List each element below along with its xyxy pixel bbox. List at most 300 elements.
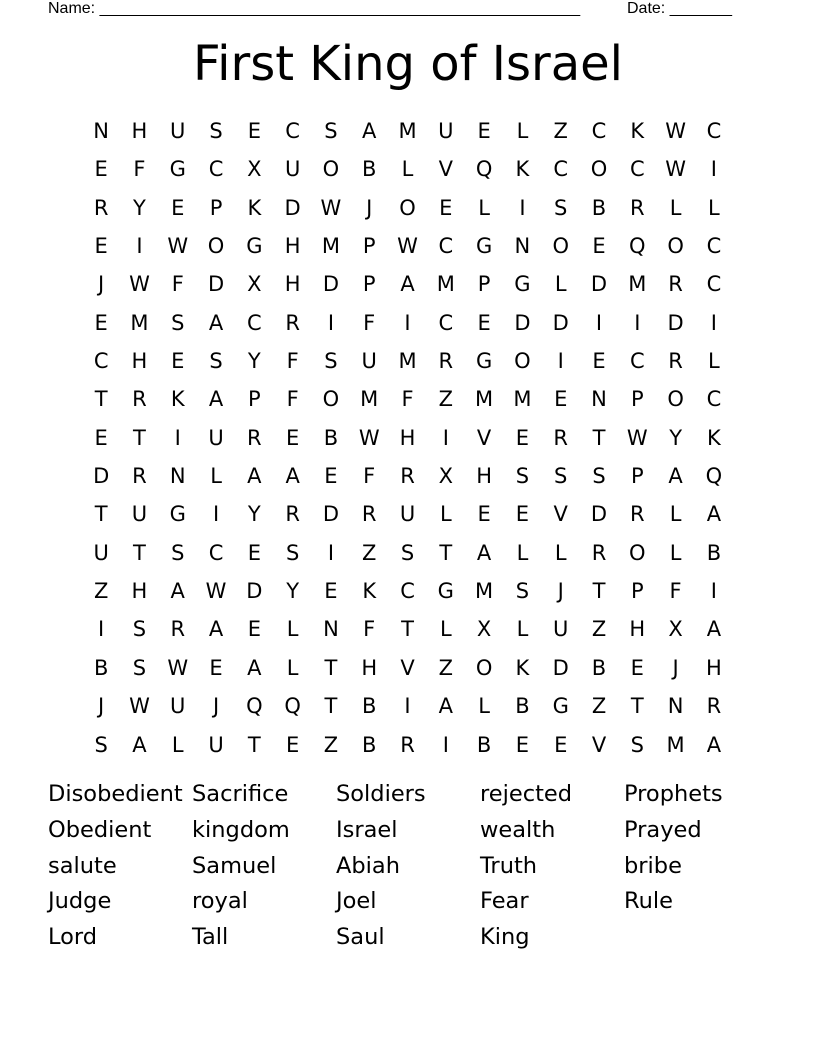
grid-letter: A <box>208 310 224 335</box>
grid-letter: O <box>514 349 531 374</box>
grid-letter: Y <box>669 425 683 450</box>
grid-row <box>82 687 733 725</box>
grid-letter: E <box>247 119 261 143</box>
grid-row <box>82 150 733 188</box>
grid-letter: E <box>477 310 491 335</box>
grid-letter: U <box>399 502 416 527</box>
grid-letter: T <box>324 655 338 680</box>
grid-letter: X <box>247 272 262 297</box>
grid-letter: H <box>131 579 148 604</box>
grid-letter: J <box>672 655 679 680</box>
grid-letter: P <box>477 272 491 297</box>
grid-letter: B <box>93 655 109 680</box>
grid-letter: L <box>171 732 184 757</box>
grid-letter: L <box>708 195 720 220</box>
grid-letter: M <box>398 349 417 374</box>
grid-letter: D <box>322 502 340 527</box>
grid-letter: A <box>438 694 453 719</box>
grid-letter: K <box>707 425 721 450</box>
word-item: Sacrifice <box>192 781 289 807</box>
grid-letter: H <box>476 464 493 489</box>
grid-letter: O <box>475 655 493 680</box>
grid-letter: W <box>167 655 189 680</box>
grid-letter: C <box>438 234 454 259</box>
grid-letter: G <box>552 694 569 719</box>
grid-letter: S <box>171 310 185 335</box>
grid-letter: L <box>669 195 682 220</box>
grid-letter: W <box>397 234 418 259</box>
grid-letter: M <box>398 119 417 143</box>
grid-letter: G <box>475 349 493 374</box>
grid-letter: R <box>668 349 683 374</box>
grid-letter: W <box>626 425 648 450</box>
grid-letter: A <box>362 119 377 143</box>
grid-letter: V <box>553 502 568 527</box>
grid-letter: A <box>285 464 300 489</box>
grid-row <box>82 189 733 227</box>
grid-letter: X <box>668 617 683 642</box>
grid-letter: W <box>129 272 150 297</box>
grid-letter: M <box>475 579 494 604</box>
word-item: Samuel <box>192 852 277 879</box>
grid-letter: R <box>668 272 683 297</box>
grid-letter: J <box>366 195 373 220</box>
word-item: wealth <box>480 816 556 843</box>
grid-row <box>82 534 733 572</box>
grid-letter: Q <box>246 694 263 719</box>
grid-row <box>82 227 733 265</box>
grid-letter: B <box>323 425 339 450</box>
grid-letter: F <box>286 387 299 412</box>
grid-letter: Z <box>362 540 377 565</box>
grid-letter: D <box>322 272 340 297</box>
grid-letter: B <box>591 195 607 220</box>
grid-row <box>82 572 733 610</box>
grid-letter: S <box>209 119 223 143</box>
grid-letter: O <box>667 387 684 412</box>
grid-letter: U <box>170 694 186 719</box>
grid-letter: R <box>400 464 415 489</box>
word-item: Saul <box>336 924 385 951</box>
grid-letter: G <box>475 234 493 259</box>
grid-letter: K <box>630 119 645 143</box>
grid-letter: I <box>519 195 526 220</box>
grid-letter: H <box>284 272 301 297</box>
grid-letter: M <box>475 387 494 412</box>
grid-letter: C <box>591 119 607 143</box>
grid-letter: H <box>131 349 148 374</box>
grid-letter: N <box>667 694 684 719</box>
grid-letter: E <box>515 502 530 527</box>
word-item: Rule <box>624 888 673 915</box>
word-item: Truth <box>480 852 538 879</box>
grid-letter: B <box>515 694 530 719</box>
grid-letter: B <box>362 732 377 757</box>
grid-letter: E <box>439 195 453 220</box>
grid-letter: M <box>628 272 647 297</box>
grid-letter: M <box>436 272 455 297</box>
grid-letter: I <box>327 540 335 565</box>
grid-letter: R <box>247 425 262 450</box>
grid-letter: I <box>136 234 143 259</box>
grid-letter: I <box>710 579 717 604</box>
word-column <box>624 777 768 956</box>
grid-letter: E <box>324 464 338 489</box>
grid-letter: N <box>93 119 109 143</box>
grid-letter: E <box>592 234 606 259</box>
grid-letter: D <box>514 310 531 335</box>
grid-letter: S <box>592 464 606 489</box>
grid-letter: U <box>438 119 454 143</box>
grid-letter: E <box>94 234 108 259</box>
grid-letter: S <box>94 732 108 757</box>
grid-letter: F <box>133 157 146 182</box>
grid-letter: Q <box>284 694 301 719</box>
grid-letter: A <box>208 387 224 412</box>
grid-letter: F <box>363 310 376 335</box>
grid-letter: L <box>478 195 490 220</box>
grid-letter: K <box>247 195 262 220</box>
word-item: King <box>480 924 530 951</box>
grid-row <box>82 457 733 495</box>
grid-letter: N <box>591 387 607 412</box>
grid-letter: P <box>630 579 644 604</box>
grid-letter: A <box>208 617 224 642</box>
grid-letter: W <box>167 234 189 259</box>
grid-letter: J <box>98 272 105 297</box>
grid-letter: F <box>401 387 414 412</box>
grid-letter: Z <box>591 694 607 719</box>
grid-letter: E <box>209 655 223 680</box>
grid-letter: I <box>404 694 411 719</box>
grid-letter: C <box>247 310 262 335</box>
grid-letter: O <box>322 157 340 182</box>
grid-letter: D <box>284 195 301 220</box>
grid-letter: U <box>553 617 569 642</box>
grid-letter: I <box>174 425 181 450</box>
grid-letter: C <box>706 234 722 259</box>
grid-letter: H <box>284 234 301 259</box>
grid-letter: R <box>438 349 454 374</box>
grid-letter: P <box>248 387 261 412</box>
grid-letter: G <box>437 579 454 604</box>
grid-letter: U <box>361 349 377 374</box>
grid-letter: I <box>98 617 105 642</box>
grid-letter: I <box>442 732 449 757</box>
grid-letter: C <box>706 119 722 143</box>
grid-letter: B <box>591 655 607 680</box>
grid-letter: A <box>132 732 147 757</box>
grid-letter: L <box>708 349 720 374</box>
grid-letter: A <box>476 540 492 565</box>
grid-letter: D <box>590 502 608 527</box>
grid-letter: S <box>400 540 415 565</box>
grid-letter: B <box>706 540 722 565</box>
grid-letter: K <box>362 579 377 604</box>
grid-letter: L <box>439 617 452 642</box>
grid-letter: A <box>706 617 722 642</box>
grid-letter: L <box>286 655 299 680</box>
grid-letter: R <box>93 195 109 220</box>
grid-letter: R <box>630 502 645 527</box>
grid-letter: A <box>400 272 415 297</box>
grid-letter: T <box>592 579 606 604</box>
grid-letter: R <box>170 617 186 642</box>
grid-letter: N <box>169 464 186 489</box>
grid-letter: A <box>706 502 722 527</box>
grid-letter: C <box>93 349 109 374</box>
grid-letter: E <box>247 540 261 565</box>
grid-letter: C <box>438 310 454 335</box>
grid-letter: A <box>247 464 262 489</box>
grid-letter: Q <box>475 157 493 182</box>
grid-letter: E <box>477 119 491 143</box>
grid-letter: D <box>246 579 263 604</box>
grid-letter: D <box>552 310 569 335</box>
grid-row <box>82 112 733 150</box>
grid-letter: E <box>247 617 261 642</box>
grid-letter: O <box>207 234 225 259</box>
grid-letter: J <box>212 694 220 719</box>
grid-letter: U <box>208 732 224 757</box>
grid-letter: E <box>171 349 185 374</box>
grid-letter: L <box>516 617 529 642</box>
grid-letter: Y <box>133 195 146 220</box>
grid-letter: H <box>131 119 148 143</box>
grid-letter: E <box>94 425 108 450</box>
grid-letter: S <box>285 540 300 565</box>
word-item: Fear <box>480 888 529 915</box>
grid-letter: N <box>323 617 339 642</box>
grid-letter: L <box>286 617 299 642</box>
word-item: Judge <box>48 888 112 915</box>
grid-letter: C <box>208 540 224 565</box>
grid-letter: L <box>554 272 567 297</box>
grid-letter: H <box>706 655 722 680</box>
grid-letter: A <box>706 732 722 757</box>
grid-letter: R <box>400 732 415 757</box>
grid-row <box>82 304 733 342</box>
word-item: Prayed <box>624 816 702 843</box>
word-item: salute <box>48 852 117 879</box>
grid-letter: T <box>324 694 338 719</box>
grid-letter: R <box>132 387 147 412</box>
grid-letter: S <box>324 349 338 374</box>
date-field-label: Date: _______ <box>627 0 732 17</box>
word-column <box>480 777 624 956</box>
grid-letter: I <box>710 157 717 182</box>
grid-letter: S <box>515 464 530 489</box>
grid-letter: H <box>361 655 378 680</box>
grid-letter: H <box>629 617 646 642</box>
grid-letter: T <box>401 617 414 642</box>
grid-letter: V <box>476 425 492 450</box>
grid-letter: J <box>98 694 105 719</box>
grid-letter: U <box>170 119 186 143</box>
grid-letter: E <box>285 425 300 450</box>
grid-letter: B <box>362 157 377 182</box>
grid-letter: O <box>590 157 608 182</box>
word-item: Obedient <box>48 816 152 843</box>
grid-letter: F <box>363 464 376 489</box>
grid-letter: E <box>554 732 568 757</box>
word-item: Joel <box>336 888 377 915</box>
grid-letter: R <box>553 425 568 450</box>
grid-letter: V <box>400 655 415 680</box>
grid-letter: T <box>133 425 146 450</box>
grid-letter: O <box>629 540 646 565</box>
grid-letter: T <box>94 502 108 527</box>
grid-letter: Z <box>438 387 454 412</box>
grid-letter: E <box>324 579 338 604</box>
grid-row <box>82 610 733 648</box>
grid-letter: H <box>399 425 416 450</box>
grid-letter: C <box>629 349 645 374</box>
grid-row <box>82 342 733 380</box>
grid-letter: S <box>515 579 530 604</box>
grid-letter: C <box>553 157 569 182</box>
grid-row <box>82 419 733 457</box>
grid-letter: O <box>552 234 569 259</box>
grid-letter: U <box>284 157 301 182</box>
grid-letter: I <box>442 425 449 450</box>
grid-letter: U <box>131 502 148 527</box>
grid-letter: L <box>669 502 682 527</box>
grid-letter: L <box>516 119 529 143</box>
grid-letter: C <box>400 579 415 604</box>
grid-letter: L <box>439 502 452 527</box>
grid-letter: C <box>706 272 722 297</box>
name-field-label: Name: ______________________________________________________ <box>48 0 581 17</box>
word-item: Soldiers <box>336 781 426 807</box>
grid-letter: O <box>667 234 684 259</box>
grid-letter: W <box>205 579 227 604</box>
grid-letter: P <box>209 195 223 220</box>
grid-row <box>82 649 733 687</box>
grid-letter: C <box>285 119 300 143</box>
grid-letter: T <box>592 425 606 450</box>
grid-letter: E <box>592 349 606 374</box>
word-column <box>192 777 336 956</box>
grid-letter: E <box>515 425 530 450</box>
grid-letter: W <box>129 694 150 719</box>
grid-letter: V <box>591 732 607 757</box>
grid-row <box>82 265 733 303</box>
word-column <box>336 777 480 956</box>
grid-letter: O <box>322 387 340 412</box>
grid-letter: L <box>210 464 222 489</box>
grid-letter: K <box>170 387 185 412</box>
grid-letter: E <box>554 387 568 412</box>
word-item: Prophets <box>624 781 723 807</box>
grid-letter: G <box>169 502 186 527</box>
grid-letter: J <box>557 579 564 604</box>
letter-grid <box>82 112 733 764</box>
grid-letter: V <box>438 157 453 182</box>
grid-row <box>82 380 733 418</box>
grid-letter: S <box>171 540 185 565</box>
grid-letter: Z <box>553 119 568 143</box>
grid-letter: W <box>358 425 380 450</box>
grid-letter: R <box>132 464 147 489</box>
grid-letter: L <box>554 540 567 565</box>
grid-letter: Y <box>247 349 261 374</box>
grid-letter: X <box>476 617 492 642</box>
grid-letter: Q <box>705 464 723 489</box>
grid-letter: R <box>361 502 377 527</box>
grid-letter: F <box>669 579 682 604</box>
grid-letter: B <box>476 732 492 757</box>
grid-letter: Y <box>247 502 261 527</box>
grid-letter: S <box>324 119 338 143</box>
word-item: rejected <box>480 781 573 807</box>
grid-letter: M <box>321 234 340 259</box>
grid-letter: A <box>247 655 262 680</box>
word-item: Lord <box>48 924 98 951</box>
grid-letter: L <box>669 540 682 565</box>
grid-letter: R <box>285 502 300 527</box>
grid-letter: E <box>94 310 108 335</box>
word-item: Israel <box>336 816 398 843</box>
grid-letter: S <box>630 732 644 757</box>
grid-letter: U <box>208 425 224 450</box>
word-bank <box>48 777 768 956</box>
grid-letter: O <box>399 195 416 220</box>
grid-row <box>82 726 733 764</box>
grid-letter: S <box>554 464 568 489</box>
grid-letter: T <box>94 387 108 412</box>
grid-letter: L <box>401 157 414 182</box>
grid-letter: Q <box>629 234 646 259</box>
grid-letter: R <box>630 195 645 220</box>
grid-letter: T <box>439 540 453 565</box>
word-item: Abiah <box>336 852 400 879</box>
grid-letter: P <box>630 387 644 412</box>
word-column <box>48 777 192 956</box>
grid-letter: W <box>665 157 686 182</box>
grid-letter: L <box>516 540 529 565</box>
grid-letter: K <box>515 157 530 182</box>
word-item: bribe <box>624 852 682 879</box>
grid-letter: N <box>514 234 531 259</box>
grid-letter: M <box>666 732 685 757</box>
grid-letter: I <box>557 349 564 374</box>
grid-letter: T <box>630 694 644 719</box>
grid-letter: I <box>327 310 335 335</box>
grid-letter: G <box>169 157 186 182</box>
grid-letter: P <box>362 234 376 259</box>
grid-letter: I <box>404 310 411 335</box>
word-item: Tall <box>192 924 229 951</box>
word-item: Disobedient <box>48 781 183 807</box>
grid-letter: R <box>591 540 607 565</box>
grid-letter: C <box>208 157 224 182</box>
grid-letter: P <box>630 464 644 489</box>
grid-letter: X <box>247 157 262 182</box>
grid-letter: E <box>94 157 108 182</box>
grid-letter: D <box>667 310 684 335</box>
grid-letter: I <box>595 310 603 335</box>
grid-letter: E <box>477 502 491 527</box>
grid-letter: M <box>513 387 532 412</box>
grid-letter: E <box>171 195 185 220</box>
grid-letter: L <box>478 694 490 719</box>
grid-letter: W <box>320 195 342 220</box>
grid-letter: M <box>130 310 149 335</box>
grid-letter: S <box>554 195 568 220</box>
grid-letter: D <box>590 272 608 297</box>
grid-letter: R <box>285 310 300 335</box>
